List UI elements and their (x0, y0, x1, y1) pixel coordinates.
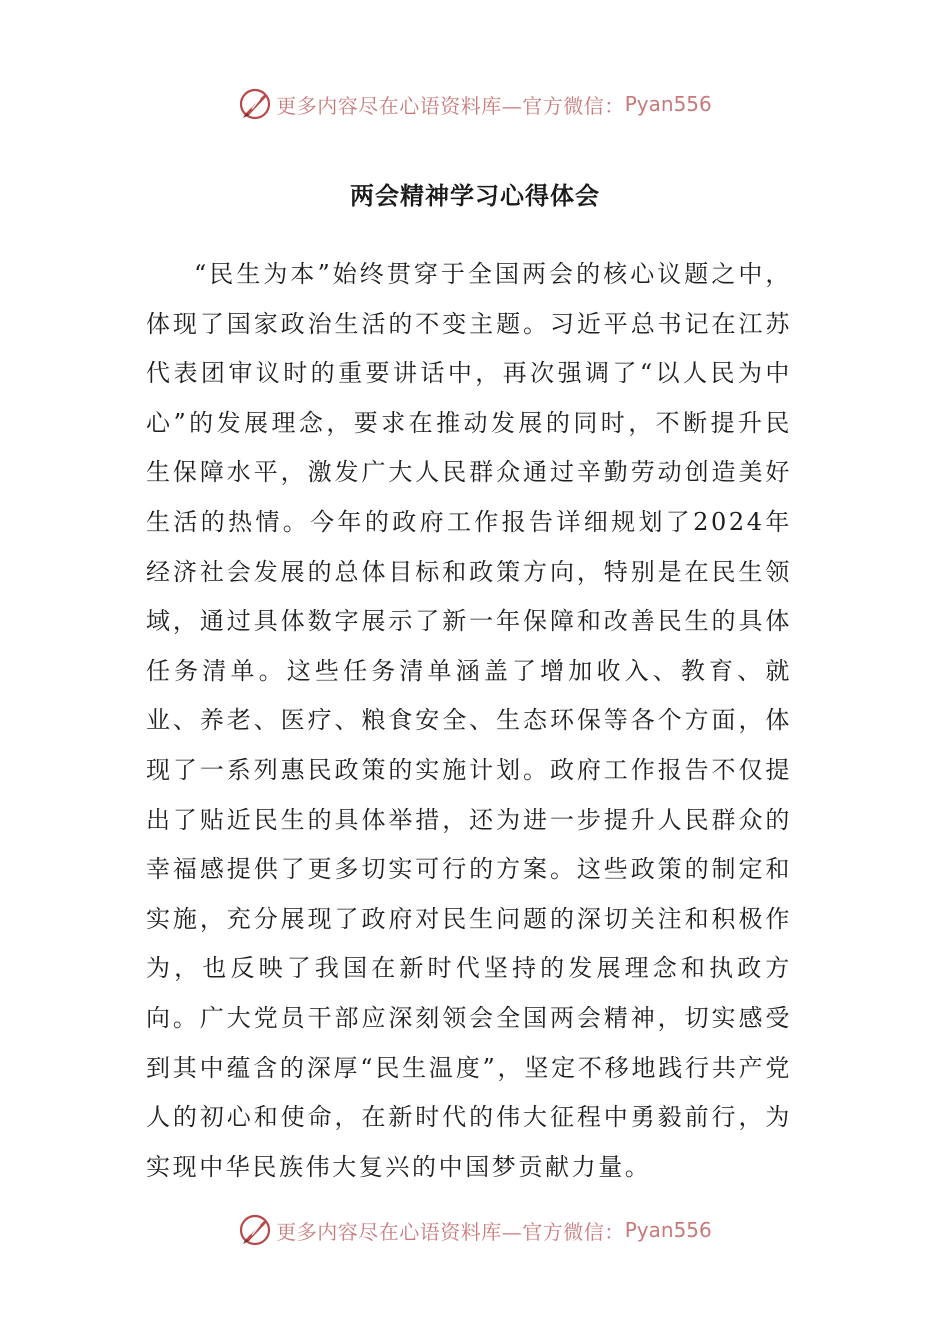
header-banner (0, 84, 950, 124)
promo-text: 更多内容尽在心语资料库—官方微信： (276, 93, 625, 118)
document-title: 两会精神学习心得体会 (350, 182, 600, 210)
promo-text: 更多内容尽在心语资料库—官方微信： (276, 1219, 625, 1244)
quill-pen-logo-icon (238, 1213, 272, 1247)
wechat-id: Pyan556 (624, 92, 712, 116)
body-paragraph: “民生为本”始终贯穿于全国两会的核心议题之中，体现了国家政治生活的不变主题。习近平总书记在江苏代表团审议时的重要讲话中，再次强调了“以人民为中心”的发展理念，要求在推动发展的同时，不断提升民生保障水平，激发广大人民群众通过辛勤劳动创造美好生活的热情。今年的政府工作报告详细规划了2024年经济社会发展的总体目标和政策方向，特别是在民生领域，通过具体数字展示了新一年保障和改善民生的具体任务清单。这些任务清单涵盖了增加收入、教育、就业、养老、医疗、粮食安全、生态环保等各个方面，体现了一系列惠民政策的实施计划。政府工作报告不仅提出了贴近民生的具体举措，还为进一步提升人民群众的幸福感提供了更多切实可行的方案。这些政策的制定和实施，充分展现了政府对民生问题的深切关注和积极作为，也反映了我国在新时代坚持的发展理念和执政方向。广大党员干部应深刻领会全国两会精神，切实感受到其中蕴含的深厚“民生温度”，坚定不移地践行共产党人的初心和使命，在新时代的伟大征程中勇毅前行，为实现中华民族伟大复兴的中国梦贡献力量。 (146, 260, 792, 1181)
footer-banner (0, 1210, 950, 1250)
wechat-id: Pyan556 (624, 1218, 712, 1242)
quill-pen-logo-icon (238, 87, 272, 121)
